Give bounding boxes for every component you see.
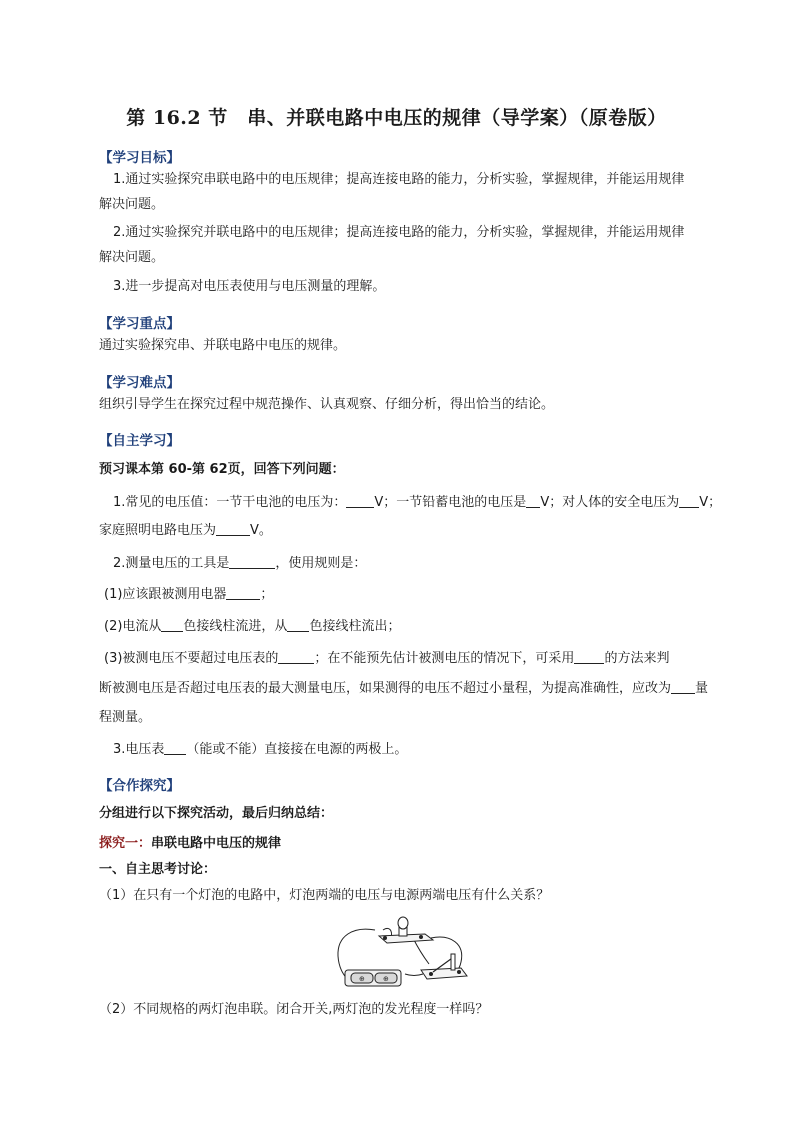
explore-one-title bbox=[99, 835, 281, 853]
question-1-line-2 bbox=[99, 522, 272, 540]
q1-text-d: V； bbox=[699, 495, 722, 510]
cooperation-heading: 【合作探究】 bbox=[99, 778, 180, 794]
q2-1-text-b: ； bbox=[260, 587, 274, 602]
q2-3-text-b: ；在不能预先估计被测电压的情况下，可采用 bbox=[314, 651, 575, 666]
lamp-board bbox=[379, 917, 433, 943]
answer-blank[interactable] bbox=[526, 494, 540, 508]
objective-3: 3.进一步提高对电压表使用与电压测量的理解。 bbox=[113, 279, 386, 294]
question-2-3-line-3: 程测量。 bbox=[99, 710, 152, 725]
q3-text-b: （能或不能）直接接在电源的两极上。 bbox=[186, 742, 408, 757]
difficulties-text: 组织引导学生在探究过程中规范操作、认真观察、仔细分析，得出恰当的结论。 bbox=[99, 397, 555, 412]
answer-blank[interactable] bbox=[226, 586, 260, 600]
q2-text-b: ，使用规则是： bbox=[275, 556, 367, 571]
answer-blank[interactable] bbox=[287, 618, 309, 632]
battery-holder bbox=[345, 970, 401, 986]
q1-text-c: V；对人体的安全电压为 bbox=[540, 495, 680, 510]
self-study-intro: 预习课本第 60-第 62页，回答下列问题： bbox=[99, 462, 345, 477]
question-2 bbox=[113, 555, 366, 573]
question-2-1 bbox=[104, 586, 273, 604]
question-3 bbox=[113, 741, 407, 759]
question-2-3-line-2 bbox=[99, 680, 708, 698]
objectives-heading: 【学习目标】 bbox=[99, 150, 180, 166]
q1-text-e: 家庭照明电路电压为 bbox=[99, 523, 217, 538]
q1-text-b: V；一节铅蓄电池的电压是 bbox=[374, 495, 527, 510]
objective-2-line-2: 解决问题。 bbox=[99, 250, 165, 265]
q2-text-a: 2.测量电压的工具是 bbox=[113, 556, 230, 571]
answer-blank[interactable] bbox=[216, 522, 250, 536]
difficulties-heading: 【学习难点】 bbox=[99, 375, 180, 391]
q2-1-text-a: (1)应该跟被测用电器 bbox=[104, 587, 227, 602]
q3-text-a: 3.电压表 bbox=[113, 742, 165, 757]
explore-label: 探究一： bbox=[99, 836, 152, 851]
self-study-heading: 【自主学习】 bbox=[99, 433, 180, 449]
svg-text:⊕: ⊕ bbox=[383, 975, 389, 983]
svg-text:⊕: ⊕ bbox=[359, 975, 365, 983]
answer-blank[interactable] bbox=[229, 555, 275, 569]
discussion-question-2: （2）不同规格的两灯泡串联。闭合开关,两灯泡的发光程度一样吗？ bbox=[99, 1002, 489, 1017]
q2-3-text-d: 断被测电压是否超过电压表的最大测量电压，如果测得的电压不超过小量程，为提高准确性，应改为 bbox=[99, 681, 672, 696]
page-title: 第 16.2 节 串、并联电路中电压的规律（导学案）（原卷版） bbox=[126, 107, 667, 129]
question-2-2 bbox=[104, 618, 400, 636]
circuit-figure bbox=[333, 916, 469, 990]
objective-1-line-1: 1.通过实验探究串联电路中的电压规律；提高连接电路的能力，分析实验，掌握规律，并能运用规律 bbox=[113, 172, 685, 187]
q1-text-f: V。 bbox=[250, 523, 272, 538]
q2-3-text-e: 量 bbox=[695, 681, 709, 696]
discussion-heading: 一、自主思考讨论： bbox=[99, 862, 217, 877]
question-1-line-1 bbox=[113, 494, 721, 512]
cooperation-intro: 分组进行以下探究活动，最后归纳总结： bbox=[99, 806, 334, 821]
q1-text-a: 1.常见的电压值：一节干电池的电压为： bbox=[113, 495, 347, 510]
objective-2-line-1: 2.通过实验探究并联电路中的电压规律；提高连接电路的能力，分析实验，掌握规律，并能运用规律 bbox=[113, 225, 685, 240]
key-points-text: 通过实验探究串、并联电路中电压的规律。 bbox=[99, 338, 347, 353]
q2-3-text-c: 的方法来判 bbox=[604, 651, 670, 666]
answer-blank[interactable] bbox=[671, 680, 695, 694]
q2-2-text-a: (2)电流从 bbox=[104, 619, 162, 634]
discussion-question-1: （1）在只有一个灯泡的电路中，灯泡两端的电压与电源两端电压有什么关系？ bbox=[99, 888, 550, 903]
answer-blank[interactable] bbox=[278, 650, 314, 664]
answer-blank[interactable] bbox=[574, 650, 604, 664]
q2-2-text-b: 色接线柱流进，从 bbox=[183, 619, 288, 634]
answer-blank[interactable] bbox=[346, 494, 374, 508]
question-2-3-line-1 bbox=[104, 650, 669, 668]
explore-title: 串联电路中电压的规律 bbox=[151, 836, 282, 851]
q2-2-text-c: 色接线柱流出； bbox=[309, 619, 401, 634]
answer-blank[interactable] bbox=[164, 741, 186, 755]
answer-blank[interactable] bbox=[161, 618, 183, 632]
key-points-heading: 【学习重点】 bbox=[99, 316, 180, 332]
objective-1-line-2: 解决问题。 bbox=[99, 197, 165, 212]
answer-blank[interactable] bbox=[679, 494, 699, 508]
q2-3-text-a: (3)被测电压不要超过电压表的 bbox=[104, 651, 279, 666]
